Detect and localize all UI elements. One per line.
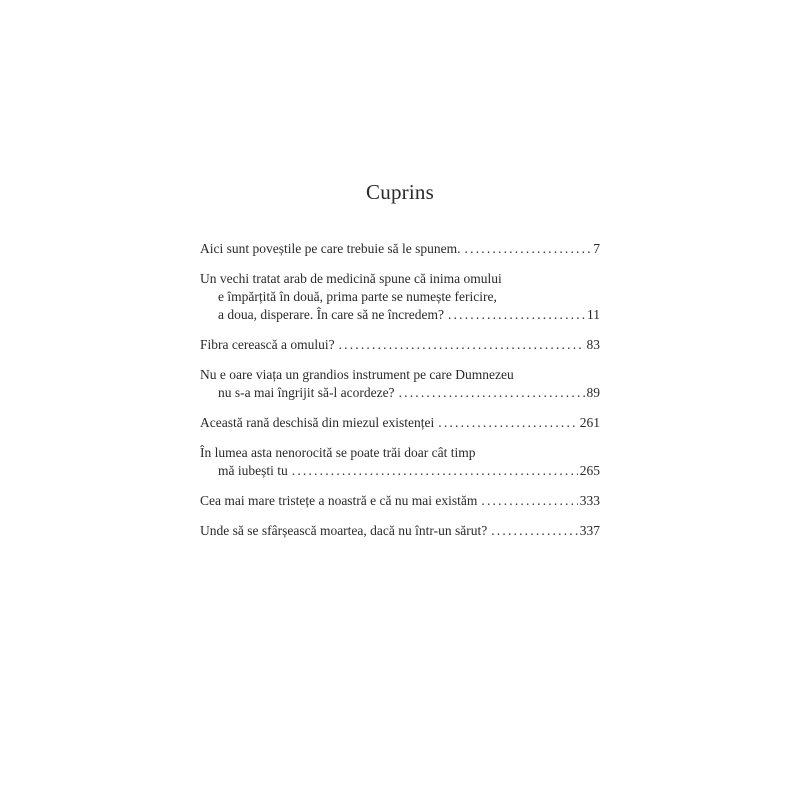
toc-entry-text: nu s-a mai îngrijit să-l acordeze? <box>218 385 395 400</box>
toc-entry <box>200 336 600 354</box>
dot-leader <box>399 384 585 402</box>
toc-entry <box>200 240 600 258</box>
toc-entry-text: Cea mai mare tristețe a noastră e că nu mai existăm <box>200 493 478 508</box>
toc-line <box>200 288 600 306</box>
toc-entry-text: Fibra cerească a omului? <box>200 337 335 352</box>
toc-page-number: 337 <box>579 523 600 538</box>
toc-entry-text: mă iubești tu <box>218 463 288 478</box>
toc-page-number: 83 <box>586 337 600 352</box>
toc-entry-text: Un vechi tratat arab de medicină spune că inima omului <box>200 271 502 286</box>
dot-leader <box>339 336 585 354</box>
toc-entry-text: Nu e oare viața un grandios instrument pe care Dumnezeu <box>200 367 514 382</box>
toc-entry <box>200 522 600 540</box>
toc-line <box>200 240 600 258</box>
toc-line <box>200 414 600 432</box>
toc-entry <box>200 492 600 510</box>
dot-leader <box>491 522 578 540</box>
dot-leader <box>448 306 585 324</box>
toc-line <box>200 306 600 324</box>
dot-leader <box>481 492 577 510</box>
dot-leader <box>438 414 577 432</box>
table-of-contents <box>200 240 600 552</box>
toc-line <box>200 270 600 288</box>
toc-entry-text: Unde să se sfârșească moartea, dacă nu într-un sărut? <box>200 523 488 538</box>
page-title: Cuprins <box>366 180 434 204</box>
toc-page-number: 261 <box>579 415 600 430</box>
dot-leader <box>292 462 578 480</box>
toc-entry-text: e împărțită în două, prima parte se numește fericire, <box>218 289 497 304</box>
toc-page-number: 89 <box>586 385 600 400</box>
toc-entry <box>200 366 600 402</box>
toc-entry <box>200 270 600 324</box>
toc-line <box>200 522 600 540</box>
toc-page-number: 11 <box>587 307 600 322</box>
toc-entry-text: a doua, disperare. În care să ne încredem? <box>218 307 444 322</box>
toc-line <box>200 366 600 384</box>
toc-entry-text: Aici sunt poveștile pe care trebuie să le spunem. <box>200 241 461 256</box>
toc-line <box>200 336 600 354</box>
toc-line <box>200 384 600 402</box>
toc-page-number: 265 <box>579 463 600 478</box>
toc-entry <box>200 444 600 480</box>
toc-entry-text: Această rană deschisă din miezul existenței <box>200 415 435 430</box>
toc-entry-text: În lumea asta nenorocită se poate trăi doar cât timp <box>200 445 476 460</box>
toc-page-number: 333 <box>579 493 600 508</box>
toc-line <box>200 492 600 510</box>
toc-page-number: 7 <box>593 241 600 256</box>
toc-line <box>200 444 600 462</box>
dot-leader <box>465 240 592 258</box>
toc-entry <box>200 414 600 432</box>
toc-line <box>200 462 600 480</box>
